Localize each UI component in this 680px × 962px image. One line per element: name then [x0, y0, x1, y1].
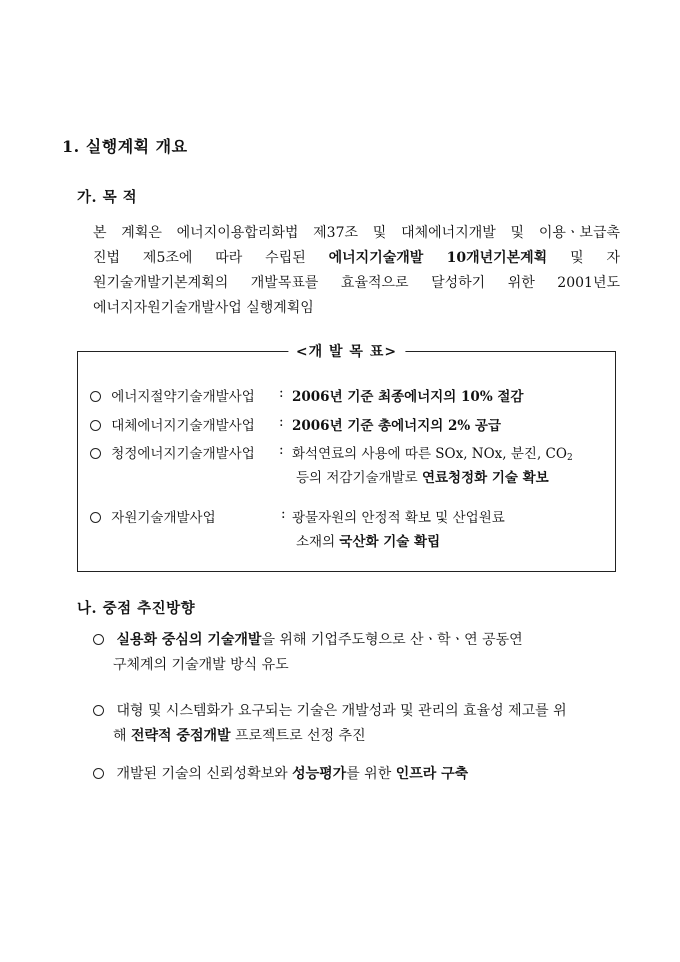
circle-bullet-icon [90, 512, 101, 523]
section-title: 실행계획 개요 [85, 137, 188, 156]
purpose-line-2 [93, 246, 620, 271]
goal-text-line-1 [292, 442, 573, 463]
direction-emphasis: 성능평가 [292, 766, 347, 782]
purpose-paragraph [93, 221, 620, 321]
goal-separator: : [279, 385, 284, 401]
direction-emphasis: 인프라 구축 [395, 766, 469, 782]
goals-title: <개 발 목 표> [288, 341, 405, 361]
section-number: 1. [62, 137, 80, 156]
purpose-heading: 가. 목 적 [77, 189, 138, 206]
direction-text: 프로젝트로 선정 추진 [230, 728, 366, 744]
goal-text: 2006년 기준 최종에너지의 10% 절감 [292, 389, 524, 405]
direction-text: 해 [113, 728, 131, 744]
goal-text-line-2 [296, 530, 440, 550]
direction-item-2-line-2 [113, 724, 366, 749]
direction-emphasis: 실용화 중심의 기술개발 [116, 632, 262, 648]
direction-item-2 [93, 699, 567, 724]
circle-bullet-icon [93, 768, 104, 779]
direction-item-1 [93, 628, 523, 653]
circle-bullet-icon [90, 391, 101, 402]
subscript: 2 [566, 453, 573, 463]
direction-emphasis: 전략적 중점개발 [130, 728, 231, 744]
purpose-line-4: 에너지자원기술개발사업 실행계획임 [93, 300, 314, 316]
goal-text: 2006년 기준 총에너지의 2% 공급 [292, 418, 502, 434]
circle-bullet-icon [93, 705, 104, 716]
goal-name: 청정에너지기술개발사업 [111, 446, 255, 462]
direction-item-3 [93, 762, 468, 787]
goal-emphasis: 연료청정화 기술 확보 [421, 470, 549, 486]
purpose-line-2-text: 진법 제5조에 따라 수립된 [93, 250, 329, 266]
direction-heading: 나. 중점 추진방향 [77, 600, 196, 617]
purpose-line-2-end: 및 자 [547, 250, 621, 266]
goal-item-resources [90, 506, 216, 526]
goal-text: 등의 저감기술개발로 [296, 470, 422, 486]
purpose-line-3: 원기술개발기본계획의 개발목표를 효율적으로 달성하기 위한 2001년도 [93, 275, 620, 291]
goal-separator: : [279, 414, 284, 430]
circle-bullet-icon [90, 420, 101, 431]
goal-item-clean [90, 442, 255, 462]
section-heading [62, 134, 188, 157]
goal-item-energy-saving [90, 385, 255, 405]
goal-text: 소재의 [296, 534, 340, 550]
direction-item-1-line-2: 구체계의 기술개발 방식 유도 [113, 657, 289, 673]
circle-bullet-icon [90, 448, 101, 459]
goal-separator: : [279, 442, 284, 458]
direction-text: 개발된 기술의 신뢰성확보와 [116, 766, 293, 782]
purpose-emphasis: 에너지기술개발 10개년기본계획 [328, 250, 548, 266]
goal-separator: : [281, 506, 286, 522]
goal-text: 화석연료의 사용에 따른 SOx, NOx, 분진, CO [292, 446, 567, 462]
goal-item-alternative [90, 414, 255, 434]
direction-text: 를 위한 [346, 766, 396, 782]
direction-text: 을 위해 기업주도형으로 산ㆍ학ㆍ연 공동연 [261, 632, 523, 648]
goal-text-line-2 [296, 466, 549, 486]
goal-name: 대체에너지기술개발사업 [111, 418, 255, 434]
goal-name: 자원기술개발사업 [111, 510, 216, 526]
purpose-line-1: 본 계획은 에너지이용합리화법 제37조 및 대체에너지개발 및 이용ㆍ보급촉 [93, 225, 620, 241]
goal-emphasis: 국산화 기술 확립 [339, 534, 441, 550]
goal-text-line-1: 광물자원의 안정적 확보 및 산업원료 [292, 510, 505, 526]
direction-text: 대형 및 시스템화가 요구되는 기술은 개발성과 및 관리의 효율성 제고를 위 [116, 703, 567, 719]
circle-bullet-icon [93, 634, 104, 645]
goal-name: 에너지절약기술개발사업 [111, 389, 255, 405]
goals-box [77, 344, 616, 572]
